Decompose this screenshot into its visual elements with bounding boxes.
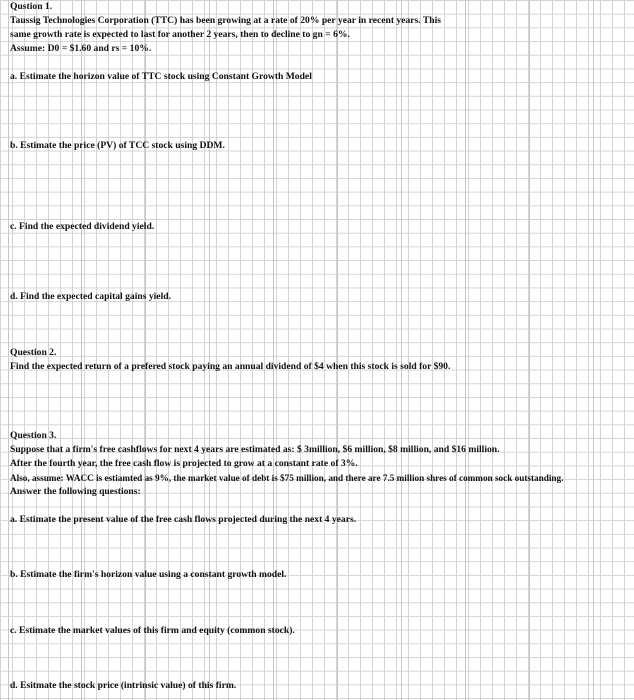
- question-1-title: Qustion 1.: [10, 1, 53, 12]
- question-2-text: Find the expected return of a prefered stock paying an annual dividend of $4 when this stock is sold for $90.: [10, 361, 451, 372]
- question-3-part-a: a. Estimate the present value of the free cash flows projected during the next 4 years.: [10, 514, 357, 525]
- question-1-text-line: same growth rate is expected to last for another 2 years, then to decline to gn = 6%.: [10, 29, 350, 40]
- question-1-text-line: Taussig Technologies Corporation (TTC) has been growing at a rate of 20% per year in recent years. This: [10, 15, 442, 26]
- question-3-part-c: c. Estimate the market values of this firm and equity (common stock).: [10, 625, 295, 636]
- question-3-part-d: d. Esitmate the stock price (intrinsic value) of this firm.: [10, 680, 237, 691]
- column-divider: [81, 0, 82, 700]
- question-3-text-line: Also, assume: WACC is estiamted as 9%, the market value of debt is $75 million, and there are 7.5 million shres of common sock outstanding.: [10, 473, 564, 483]
- column-divider: [145, 0, 146, 700]
- question-3-title: Question 3.: [10, 430, 57, 441]
- question-1-part-b: b. Estimate the price (PV) of TCC stock using DDM.: [10, 140, 225, 151]
- column-divider: [529, 0, 530, 700]
- column-divider: [337, 0, 338, 700]
- column-divider: [465, 0, 466, 700]
- question-3-text-line: Suppose that a firm's free cashflows for next 4 years are estimated as: $ 3million, $6 million, $8 million, and $16 million.: [10, 444, 500, 455]
- question-1-part-a: a. Estimate the horizon value of TTC stock using Constant Growth Model: [10, 71, 312, 82]
- question-3-part-b: b. Estimate the firm's horizon value using a constant growth model.: [10, 569, 287, 580]
- column-divider: [401, 0, 402, 700]
- question-3-instructions: Answer the following questions:: [10, 486, 141, 497]
- question-2-title: Question 2.: [10, 347, 57, 358]
- column-divider: [273, 0, 274, 700]
- column-divider: [209, 0, 210, 700]
- question-1-assumptions: Assume: D0 = $1.60 and rs = 10%.: [10, 43, 152, 54]
- question-1-part-c: c. Find the expected dividend yield.: [10, 221, 155, 232]
- question-1-part-d: d. Find the expected capital gains yield.: [10, 291, 171, 302]
- column-divider: [593, 0, 594, 700]
- question-3-text-line: After the fourth year, the free cash flow is projected to grow at a constant rate of 3%.: [10, 458, 358, 469]
- column-divider: [8, 0, 9, 700]
